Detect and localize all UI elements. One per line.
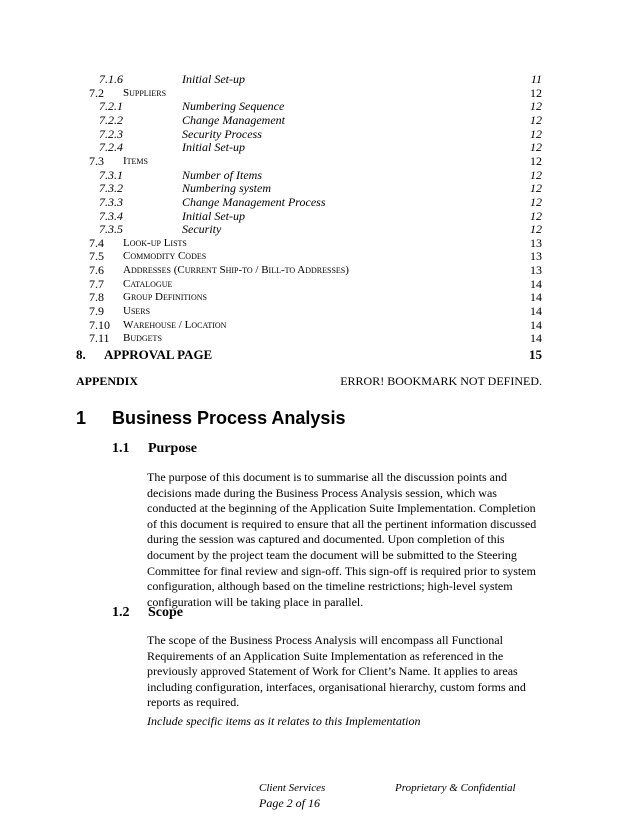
toc-number: 7.4 [89, 235, 104, 250]
toc-entry[interactable] [0, 99, 638, 113]
footer-page-number: Page 2 of 16 [259, 796, 320, 810]
toc-entry[interactable] [0, 236, 638, 250]
toc-title: Change Management [182, 112, 285, 127]
toc-title: Security [182, 222, 222, 237]
toc-entry[interactable] [0, 72, 638, 86]
paragraph-line: The purpose of this document is to summarise all the discussion points and [147, 470, 507, 484]
toc-entry-appendix[interactable] [0, 374, 638, 388]
toc-entry[interactable] [0, 318, 638, 332]
scope-note: Include specific items as it relates to this Implementation [147, 714, 421, 728]
toc-page: 15 [529, 347, 542, 362]
toc-page: 14 [530, 276, 542, 291]
toc-number: 7.3.3 [99, 194, 123, 209]
toc-page: 12 [530, 126, 542, 141]
toc-number: 7.3.4 [99, 208, 123, 223]
purpose-paragraph [147, 470, 547, 610]
subsection-number: 1.2 [112, 605, 130, 620]
toc-title: APPENDIX [76, 374, 138, 388]
toc-number: 7.7 [89, 276, 104, 291]
toc-number: 7.5 [89, 249, 104, 264]
paragraph-line: Committee for final review and sign-off. This sign-off is required prior to system [147, 563, 536, 578]
footer-confidential: Proprietary & Confidential [395, 782, 516, 794]
toc-title: Change Management Process [182, 194, 326, 209]
toc-title: Initial Set-up [182, 72, 245, 86]
toc-page: 13 [530, 263, 542, 278]
toc-title: Look-up Lists [123, 236, 187, 249]
toc-number: 7.9 [89, 304, 104, 319]
toc-title: Users [123, 305, 151, 318]
toc-title: APPROVAL PAGE [104, 347, 213, 362]
toc-entry[interactable] [0, 127, 638, 141]
toc-number: 7.3.2 [99, 181, 123, 196]
toc-page: 14 [530, 331, 542, 346]
paragraph-line: previously approved Statement of Work for Client’s Name. It applies to areas [147, 664, 518, 679]
toc-page: 14 [530, 304, 542, 319]
toc-number: 7.3 [89, 153, 104, 168]
toc-entry[interactable] [0, 249, 638, 263]
paragraph-line: conducted at the beginning of the Application Suite Implementation. Completion [147, 501, 536, 516]
toc-title: Items [123, 154, 148, 167]
toc-title: Budgets [123, 332, 162, 345]
toc-entry[interactable] [0, 331, 638, 345]
toc-title: Security Process [182, 126, 262, 141]
toc-page: 12 [530, 167, 542, 182]
toc-title: Warehouse / Location [123, 318, 227, 331]
toc-entry[interactable] [0, 222, 638, 236]
toc-entry[interactable] [0, 304, 638, 318]
toc-entry-approval-page[interactable] [0, 348, 638, 362]
toc-entry[interactable] [0, 290, 638, 304]
paragraph-line: reports as required. [147, 695, 240, 710]
toc-entry[interactable] [0, 263, 638, 277]
toc-entry[interactable] [0, 154, 638, 168]
paragraph-line: document by the project team the document will be submitted to the Steering [147, 547, 517, 562]
toc-page: 12 [530, 85, 542, 100]
toc-page: 12 [530, 99, 542, 114]
paragraph-line: during the session was captured and documented. Upon completion of this [147, 532, 505, 547]
toc-number: 7.1.6 [99, 72, 123, 86]
paragraph-line: The scope of the Business Process Analysis will encompass all Functional [147, 633, 503, 647]
toc-title: Addresses (Current Ship-to / Bill-to Addresses) [123, 264, 349, 277]
toc-title: Initial Set-up [182, 208, 245, 223]
toc-entry[interactable] [0, 140, 638, 154]
paragraph-line: configuration, although based on the timeline restrictions; high-level system [147, 579, 513, 594]
toc-number: 7.3.1 [99, 167, 123, 182]
toc-title: Numbering system [182, 181, 271, 196]
toc-entry[interactable] [0, 113, 638, 127]
paragraph-line: Requirements of an Application Suite Implementation as referenced in the [147, 648, 504, 663]
toc-entry[interactable] [0, 168, 638, 182]
toc-number: 7.2.4 [99, 140, 123, 155]
section-number: 1 [76, 408, 87, 428]
toc-title: Number of Items [182, 167, 262, 182]
toc-number: 7.11 [89, 331, 110, 346]
toc-number: 7.2.2 [99, 112, 123, 127]
toc-page: 12 [530, 153, 542, 168]
toc-title: Suppliers [123, 86, 167, 99]
paragraph-line: configuration will be taking place in parallel. [147, 594, 364, 609]
toc-title: Catalogue [123, 277, 173, 290]
toc-page: 14 [530, 317, 542, 332]
subsection-number: 1.1 [112, 441, 130, 456]
toc-page: 12 [530, 181, 542, 196]
toc-page-error: ERROR! BOOKMARK NOT DEFINED. [340, 374, 542, 388]
toc-number: 7.3.5 [99, 222, 123, 237]
toc-page: 12 [530, 208, 542, 223]
toc-number: 7.2.1 [99, 99, 123, 114]
subsection-title: Purpose [148, 441, 197, 456]
section-title: Business Process Analysis [112, 408, 346, 428]
toc-title: Numbering Sequence [182, 99, 285, 114]
toc-title: Commodity Codes [123, 250, 207, 263]
toc-page: 12 [530, 194, 542, 209]
toc-entry[interactable] [0, 195, 638, 209]
scope-paragraph [147, 633, 547, 711]
toc-entry[interactable] [0, 209, 638, 223]
paragraph-line: decisions made during the Business Process Analysis session, which was [147, 485, 497, 500]
toc-entry[interactable] [0, 86, 638, 100]
toc-number: 7.2.3 [99, 126, 123, 141]
toc-page: 14 [530, 290, 542, 305]
toc-title: Group Definitions [123, 291, 207, 304]
toc-number: 7.10 [89, 317, 110, 332]
toc-number: 8. [76, 347, 86, 362]
toc-page: 12 [530, 222, 542, 237]
toc-number: 7.2 [89, 85, 104, 100]
toc-entry[interactable] [0, 277, 638, 291]
toc-title: Initial Set-up [182, 140, 245, 155]
toc-number: 7.8 [89, 290, 104, 305]
paragraph-line: including configuration, interfaces, organisational hierarchy, custom forms and [147, 679, 526, 694]
subsection-title: Scope [148, 605, 183, 620]
toc-page: 12 [530, 140, 542, 155]
toc-entry[interactable] [0, 181, 638, 195]
toc-number: 7.6 [89, 263, 104, 278]
footer-client-services: Client Services [259, 782, 326, 794]
paragraph-line: of this document is required to ensure that all the pertinent information discussed [147, 516, 537, 531]
toc-page: 12 [530, 112, 542, 127]
toc-page: 13 [530, 249, 542, 264]
toc-page: 11 [530, 72, 542, 86]
toc-page: 13 [530, 235, 542, 250]
